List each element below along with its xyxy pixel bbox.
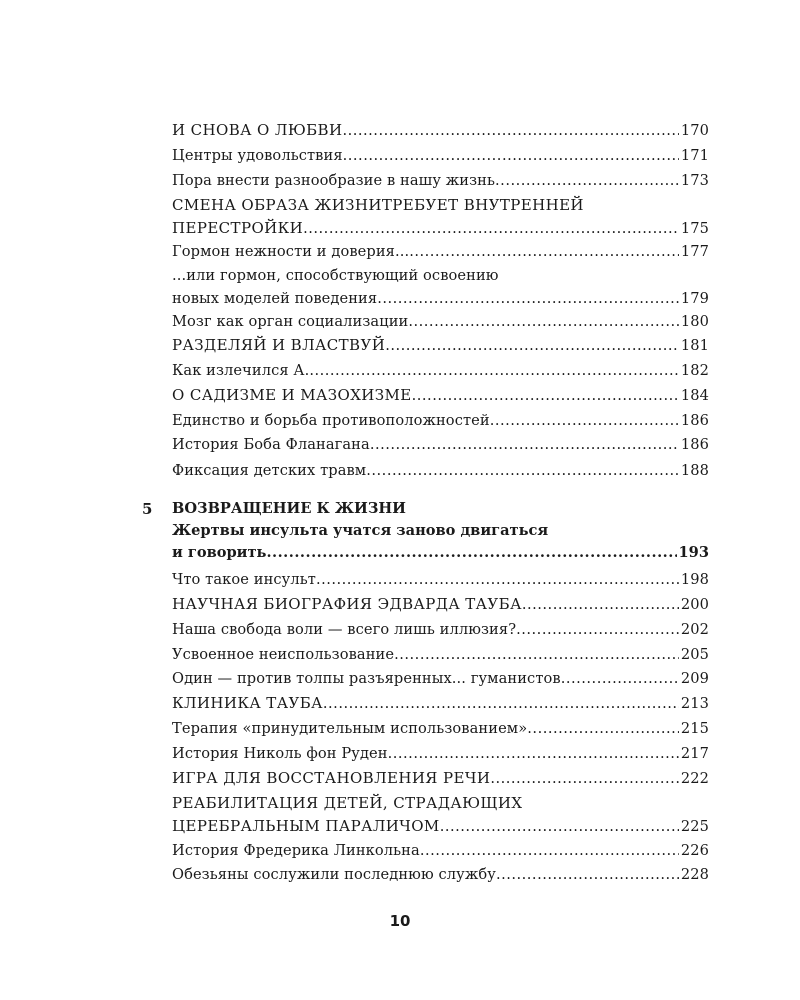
dot-leader	[408, 310, 678, 333]
dot-leader	[394, 643, 679, 666]
toc-entry	[172, 194, 709, 240]
entry-title: ЦЕРЕБРАЛЬНЫМ ПАРАЛИЧОМ	[172, 817, 440, 835]
entry-page: 181	[680, 337, 709, 354]
dot-leader	[388, 742, 679, 765]
entry-title: Гормон нежности и доверия...	[172, 243, 410, 260]
entry-page: 186	[680, 412, 709, 429]
entry-page: 202	[680, 621, 709, 638]
dot-leader	[385, 334, 679, 357]
dot-leader	[490, 409, 679, 432]
entry-page: 173	[680, 172, 709, 189]
entry-page: 171	[680, 147, 709, 164]
entry-page: 182	[680, 362, 709, 379]
entry-page: 205	[680, 646, 709, 663]
entry-page: 215	[680, 720, 709, 737]
dot-leader	[440, 815, 679, 838]
entry-page: 222	[680, 770, 709, 787]
toc-entry	[172, 593, 709, 616]
toc-entry	[172, 144, 709, 167]
entry-title: РАЗДЕЛЯЙ И ВЛАСТВУЙ	[172, 336, 386, 354]
dot-leader	[323, 692, 679, 715]
entry-title-line1: РЕАБИЛИТАЦИЯ ДЕТЕЙ, СТРАДАЮЩИХ	[172, 794, 523, 812]
entry-title: ИГРА ДЛЯ ВОССТАНОВЛЕНИЯ РЕЧИ	[172, 769, 491, 787]
entry-page: 188	[680, 462, 709, 479]
entry-title: НАУЧНАЯ БИОГРАФИЯ ЭДВАРДА ТАУБА	[172, 595, 522, 613]
toc-entry	[172, 459, 709, 482]
entry-page: 180	[680, 313, 709, 330]
toc-entry	[172, 839, 709, 862]
entry-title: О САДИЗМЕ И МАЗОХИЗМЕ	[172, 386, 412, 404]
toc-entry	[172, 643, 709, 666]
dot-leader	[343, 144, 679, 167]
entry-page: 217	[680, 745, 709, 762]
chapter-page: 193	[678, 544, 709, 561]
entry-title: История Николь фон Руден	[172, 745, 388, 762]
entry-title: новых моделей поведения	[172, 290, 378, 307]
dot-leader	[412, 384, 679, 407]
toc-entry	[172, 359, 709, 382]
chapter-number: 5	[142, 500, 153, 518]
toc-entry	[172, 384, 709, 407]
entry-page: 177	[680, 243, 709, 260]
toc-entry	[172, 792, 709, 838]
entry-title: История Боба Фланагана	[172, 436, 370, 453]
toc-entry	[172, 310, 709, 333]
entry-page: 175	[680, 220, 709, 237]
entry-title: Единство и борьба противоположностей	[172, 412, 490, 429]
entry-page: 209	[680, 670, 709, 687]
entry-title: КЛИНИКА ТАУБА	[172, 694, 323, 712]
toc-entry	[172, 863, 709, 886]
dot-leader	[516, 618, 679, 641]
entry-page: 226	[680, 842, 709, 859]
chapter-title: ВОЗВРАЩЕНИЕ К ЖИЗНИ	[172, 500, 406, 517]
entry-title: ПЕРЕСТРОЙКИ	[172, 219, 304, 237]
entry-title: Один — против толпы разъяренных... гуманистов	[172, 670, 561, 687]
entry-title: Что такое инсульт	[172, 571, 316, 588]
toc-entry	[172, 618, 709, 641]
entry-title: Мозг как орган социализации	[172, 313, 409, 330]
toc-entry	[172, 119, 709, 142]
dot-leader	[522, 593, 679, 616]
chapter-heading	[172, 498, 709, 564]
dot-leader	[496, 863, 679, 886]
toc-entry	[172, 742, 709, 765]
toc-entry	[172, 692, 709, 715]
entry-title: Усвоенное неиспользование	[172, 646, 395, 663]
entry-title: Терапия «принудительным использованием»	[172, 720, 528, 737]
entry-title: Пора внести разнообразие в нашу жизнь	[172, 172, 496, 189]
dot-leader	[370, 433, 679, 456]
entry-page: 184	[680, 387, 709, 404]
dot-leader	[420, 839, 679, 862]
toc-entry	[172, 667, 709, 690]
toc-entry	[172, 240, 709, 263]
page-number: 10	[389, 912, 411, 930]
entry-page: 170	[680, 122, 709, 139]
dot-leader	[377, 287, 679, 310]
dot-leader	[316, 568, 679, 591]
toc-entry	[172, 433, 709, 456]
dot-leader	[409, 240, 679, 263]
entry-title: И СНОВА О ЛЮБВИ	[172, 121, 343, 139]
dot-leader	[527, 717, 679, 740]
entry-title: Центры удовольствия	[172, 147, 343, 164]
dot-leader	[266, 542, 676, 564]
toc-entry	[172, 568, 709, 591]
dot-leader	[495, 169, 679, 192]
dot-leader	[561, 667, 679, 690]
toc-entry	[172, 264, 709, 310]
toc-entry	[172, 334, 709, 357]
entry-page: 186	[680, 436, 709, 453]
toc-entry	[172, 767, 709, 790]
entry-title-line1: СМЕНА ОБРАЗА ЖИЗНИТРЕБУЕТ ВНУТРЕННЕЙ	[172, 196, 584, 214]
toc-entry	[172, 409, 709, 432]
entry-title: История Фредерика Линкольна	[172, 842, 420, 859]
chapter-subtitle-line1: Жертвы инсульта учатся заново двигаться	[172, 522, 549, 539]
entry-title: Обезьяны сослужили последнюю службу	[172, 866, 496, 883]
entry-title: Наша свобода воли — всего лишь иллюзия?	[172, 621, 517, 638]
toc-entry	[172, 717, 709, 740]
dot-leader	[366, 459, 679, 482]
entry-title: Как излечился А.	[172, 362, 310, 379]
dot-leader	[342, 119, 678, 142]
entry-page: 213	[680, 695, 709, 712]
entry-page: 228	[680, 866, 709, 883]
entry-title-line1: ...или гормон, способствующий освоению	[172, 267, 499, 284]
dot-leader	[309, 359, 679, 382]
chapter-subtitle-line2: и говорить	[172, 544, 267, 561]
entry-page: 200	[680, 596, 709, 613]
entry-page: 198	[680, 571, 709, 588]
toc-entry	[172, 169, 709, 192]
dot-leader	[490, 767, 679, 790]
dot-leader	[303, 217, 679, 240]
entry-page: 179	[680, 290, 709, 307]
entry-title: Фиксация детских травм	[172, 462, 367, 479]
entry-page: 225	[680, 818, 709, 835]
